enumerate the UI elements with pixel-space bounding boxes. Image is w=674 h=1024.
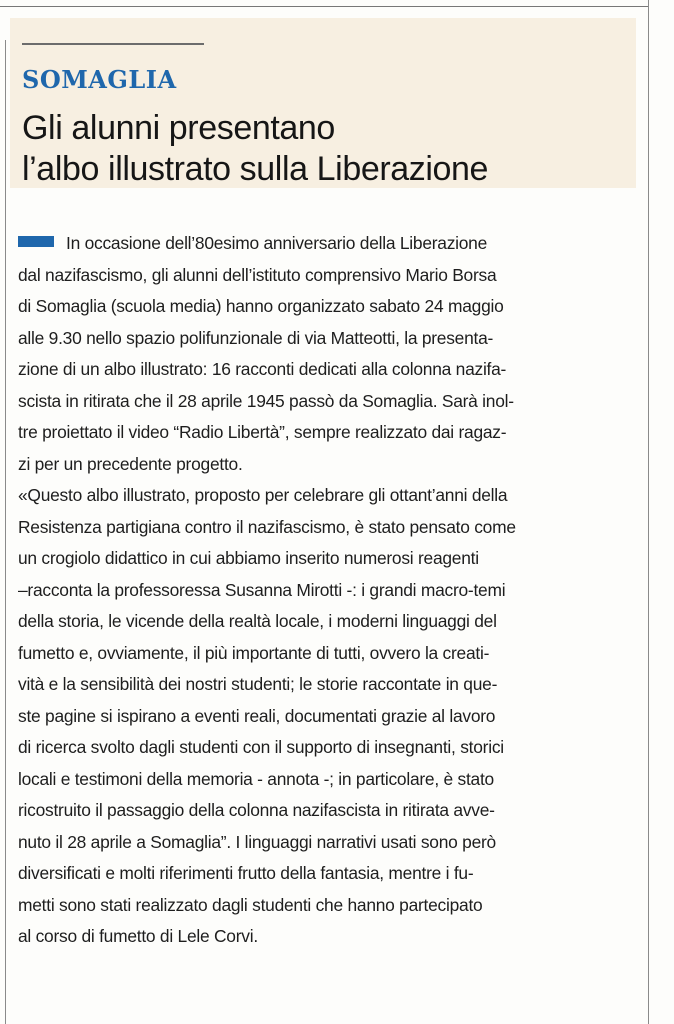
paragraph-line: –racconta la professoressa Susanna Mirotti -: i grandi macro-temi (18, 579, 506, 600)
column-left-rule (5, 40, 6, 1024)
headline-line: l’albo illustrato sulla Liberazione (22, 150, 489, 188)
section-rule (22, 43, 204, 45)
headline-line: Gli alunni presentano (22, 109, 335, 147)
paragraph-line: zi per un precedente progetto. (18, 453, 243, 474)
paragraph-line: zione di un albo illustrato: 16 racconti dedicati alla colonna nazifa- (18, 359, 507, 379)
paragraph-line: Resistenza partigiana contro il nazifascismo, è stato pensato come (18, 516, 516, 537)
paragraph-line: metti sono stati realizzato dagli studenti che hanno partecipato (18, 894, 483, 915)
paragraph-line: diversificati e molti riferimenti frutto della fantasia, mentre i fu- (18, 863, 474, 883)
article-paragraph (18, 480, 638, 953)
paragraph-line: locali e testimoni della memoria - annota -; in particolare, è stato (18, 768, 494, 789)
paragraph-line: della storia, le vicende della realtà locale, i moderni linguaggi del (18, 611, 497, 631)
paragraph-line: alle 9.30 nello spazio polifunzionale di via Matteotti, la presenta- (18, 327, 494, 348)
paragraph-line: un crogiolo didattico in cui abbiamo inserito numerosi reagenti (18, 548, 479, 568)
paragraph-line: ste pagine si ispirano a eventi reali, documentati grazie al lavoro (18, 705, 496, 726)
paragraph-line: nuto il 28 aprile a Somaglia”. I linguaggi narrativi usati sono però (18, 831, 496, 852)
paragraph-line (18, 228, 638, 260)
paragraph-line: dal nazifascismo, gli alunni dell’istituto comprensivo Mario Borsa (18, 264, 497, 285)
article-body (18, 228, 638, 953)
article-kicker: SOMAGLIA (22, 65, 177, 94)
column-right-rule (648, 0, 649, 1024)
paragraph-line: tre proiettato il video “Radio Libertà”, sempre realizzato dai ragaz- (18, 422, 507, 442)
article-paragraph (18, 228, 638, 480)
paragraph-marker (18, 236, 54, 247)
paragraph-line-text: In occasione dell’80esimo anniversario della Liberazione (66, 233, 488, 253)
article-headline (22, 108, 632, 190)
paragraph-line: al corso di fumetto di Lele Corvi. (18, 926, 258, 946)
paragraph-line: fumetto e, ovviamente, il più importante di tutti, ovvero la creati- (18, 642, 490, 663)
paragraph-line: «Questo albo illustrato, proposto per celebrare gli ottant’anni della (18, 485, 508, 505)
paragraph-line: vità e la sensibilità dei nostri studenti; le storie raccontate in que- (18, 674, 498, 694)
paragraph-line: ricostruito il passaggio della colonna nazifascista in ritirata avve- (18, 800, 495, 820)
page-top-rule (0, 6, 648, 7)
paragraph-line: di ricerca svolto dagli studenti con il supporto di insegnanti, storici (18, 737, 504, 757)
paragraph-line: di Somaglia (scuola media) hanno organizzato sabato 24 maggio (18, 296, 504, 316)
paragraph-line: scista in ritirata che il 28 aprile 1945 passò da Somaglia. Sarà inol- (18, 390, 514, 411)
